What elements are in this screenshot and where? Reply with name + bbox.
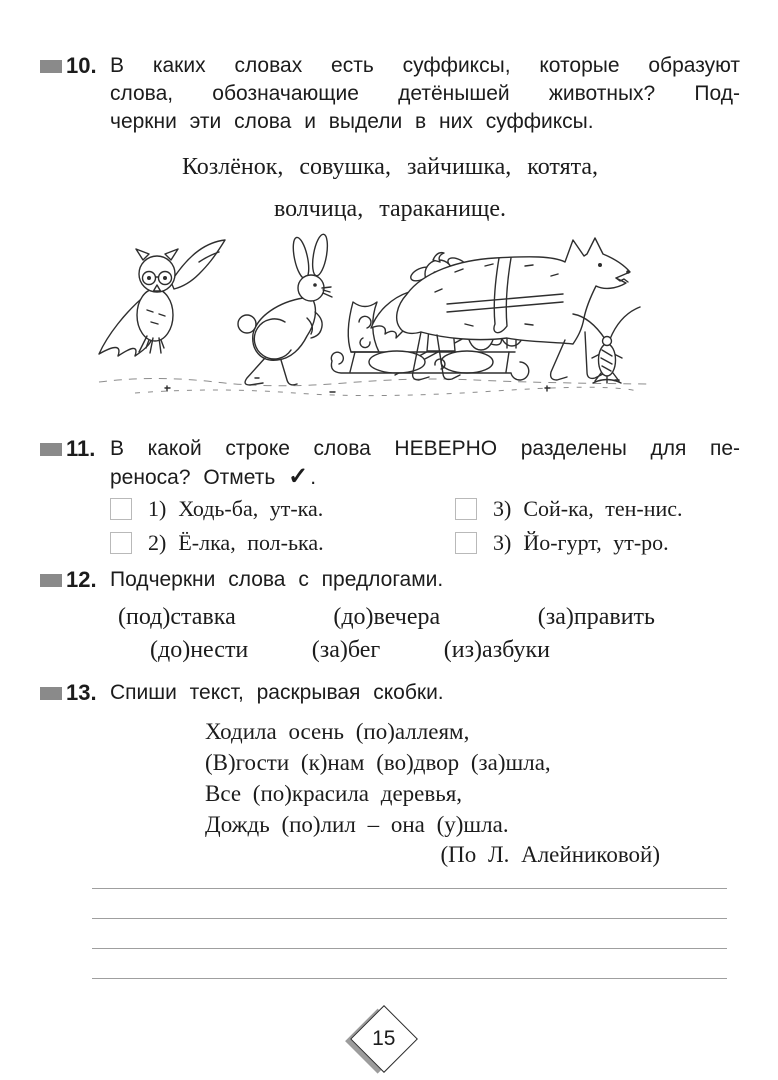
poem-attribution: (По Л. Алейниковой) bbox=[440, 842, 660, 867]
word-list-line: Козлёнок, совушка, зайчишка, котята, bbox=[181, 154, 599, 180]
task-11-marker-square bbox=[40, 443, 62, 456]
option-text: Йо-гурт, ут-ро. bbox=[523, 530, 669, 555]
poem-line: Все (по)красила деревья, bbox=[205, 781, 463, 806]
task-11-instruction-line: В какой строке слова НЕВЕРНО разделены для пе- bbox=[110, 437, 740, 460]
poem-line: Дождь (по)лил – она (у)шла. bbox=[205, 812, 509, 837]
option-2-checkbox[interactable] bbox=[110, 532, 132, 554]
option-text: Ё-лка, пол-ька. bbox=[178, 530, 324, 555]
page-content bbox=[40, 52, 740, 1008]
task-13-marker-square bbox=[40, 687, 62, 700]
word-list-line: волчица, тараканище. bbox=[273, 196, 507, 222]
option-row bbox=[110, 496, 455, 522]
task-12-number: 12. bbox=[66, 567, 97, 592]
task-10-number: 10. bbox=[66, 53, 97, 78]
task-12-word-row bbox=[118, 601, 655, 634]
poem-line: Ходила осень (по)аллеям, bbox=[205, 719, 470, 744]
prep-word: (до)нести bbox=[150, 637, 249, 663]
prep-word: (за)бег bbox=[311, 637, 381, 663]
hare-figure bbox=[238, 233, 332, 385]
option-row bbox=[455, 496, 683, 522]
task-12-instruction-line: Подчеркни слова с предлогами. bbox=[110, 568, 444, 591]
option-label: 2) bbox=[148, 530, 167, 555]
writing-line[interactable] bbox=[92, 978, 727, 979]
writing-line[interactable] bbox=[92, 918, 727, 919]
prep-word: (под)ставка bbox=[118, 604, 236, 630]
owl-figure bbox=[99, 240, 225, 356]
page-number-badge bbox=[350, 1005, 418, 1073]
option-label: 1) bbox=[148, 496, 167, 521]
task-13-instruction-line: Спиши текст, раскрывая скобки. bbox=[110, 681, 444, 704]
option-text: Сой-ка, тен-нис. bbox=[523, 496, 683, 521]
checkmark-glyph: ✓ bbox=[288, 463, 311, 490]
animals-illustration bbox=[95, 232, 655, 402]
task-12 bbox=[40, 566, 740, 594]
option-label: 3) bbox=[493, 530, 512, 555]
writing-area bbox=[40, 888, 740, 979]
task-10-instruction-line: черкни эти слова и выдели в них суффиксы. bbox=[110, 110, 594, 133]
ground-line bbox=[99, 378, 650, 396]
option-4-checkbox[interactable] bbox=[455, 532, 477, 554]
task-10 bbox=[40, 52, 740, 136]
task-12-word-row bbox=[150, 634, 550, 667]
prep-word: (за)править bbox=[537, 604, 655, 630]
writing-line[interactable] bbox=[92, 948, 727, 949]
writing-line[interactable] bbox=[92, 888, 727, 889]
task-10-instruction-line: В каких словах есть суффиксы, которые образуют bbox=[110, 54, 740, 77]
option-row bbox=[455, 530, 683, 556]
task-11-instruction-line: реноса? Отметь ✓. bbox=[110, 463, 317, 490]
prep-word: (из)азбуки bbox=[443, 637, 550, 663]
task-11 bbox=[40, 435, 740, 492]
task-13-number: 13. bbox=[66, 680, 97, 705]
page-number: 15 bbox=[372, 1026, 396, 1050]
task-11-number: 11. bbox=[66, 436, 96, 461]
option-text: Ходь-ба, ут-ка. bbox=[178, 496, 324, 521]
task-13 bbox=[40, 679, 740, 707]
prep-word: (до)вечера bbox=[333, 604, 441, 630]
option-3-checkbox[interactable] bbox=[455, 498, 477, 520]
task-11-options bbox=[110, 496, 740, 556]
task-10-instruction-line: слова, обозначающие детёнышей животных? Под- bbox=[110, 82, 740, 105]
poem-line: (В)гости (к)нам (во)двор (за)шла, bbox=[205, 750, 551, 775]
task-13-poem bbox=[205, 716, 740, 840]
task-12-marker-square bbox=[40, 574, 62, 587]
task-10-marker-square bbox=[40, 60, 62, 73]
task-10-word-list bbox=[40, 146, 740, 230]
option-label: 3) bbox=[493, 496, 512, 521]
option-1-checkbox[interactable] bbox=[110, 498, 132, 520]
option-row bbox=[110, 530, 455, 556]
